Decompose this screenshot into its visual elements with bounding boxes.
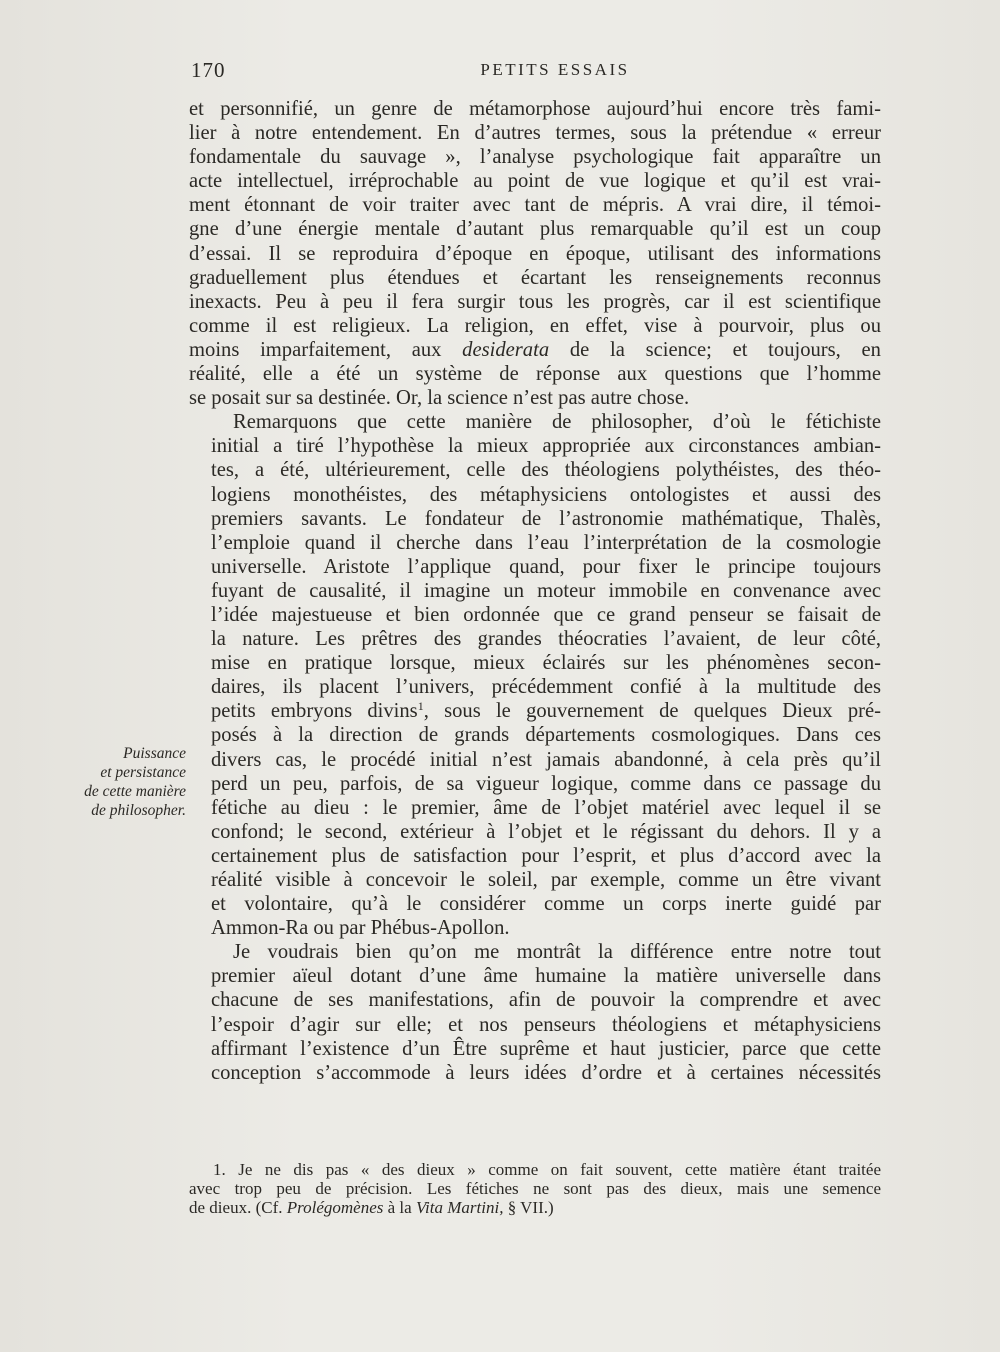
paragraph-3 — [189, 940, 881, 1085]
text-line: premier aïeul dotant d’une âme humaine la matière universelle dans — [211, 965, 881, 988]
text-line: d’essai. Il se reproduira d’époque en époque, utilisant des informations — [189, 242, 881, 265]
text-fragment: Je ne dis pas « des dieux » comme on fait souvent, cette matière étant traitée — [238, 1160, 881, 1179]
text-line: ment étonnant de voir traiter avec tant de mépris. A vrai dire, il témoi- — [189, 194, 881, 217]
text-line: daires, ils placent l’univers, précédemment confié à la multitude des — [211, 676, 881, 699]
text-line: l’emploie quand il cherche dans l’eau l’interprétation de la cosmologie — [211, 531, 881, 554]
text-line: confond; le second, extérieur à l’objet et le régissant du dehors. Il y a — [211, 820, 881, 843]
text-line: tes, a été, ultérieurement, celle des théologiens polythéistes, des théo- — [211, 459, 881, 482]
page-number: 170 — [191, 58, 226, 82]
text-line: l’espoir d’agir sur elle; et nos penseurs théologiens et métaphysiciens — [211, 1013, 881, 1036]
footnote — [189, 1160, 881, 1217]
text-line: gne d’une énergie mentale d’autant plus remarquable qu’il est un coup — [189, 218, 881, 241]
text-line: mise en pratique lorsque, mieux éclairés sur les phénomènes secon- — [211, 652, 881, 675]
text-line: divers cas, le procédé initial n’est jamais abandonné, à cela près qu’il — [211, 748, 881, 771]
footnote-line — [189, 1198, 881, 1217]
text-line: la nature. Les prêtres des grandes théocraties l’avaient, de leur côté, — [211, 628, 881, 651]
text-line: universelle. Aristote l’applique quand, pour fixer le principe toujours — [211, 555, 881, 578]
text-line: lier à notre entendement. En d’autres termes, sous la prétendue « erreur — [189, 122, 881, 145]
text-line: certainement plus de satisfaction pour l’esprit, et plus d’accord avec la — [211, 844, 881, 867]
text-line: réalité, elle a été un système de réponse aux questions que l’homme — [189, 363, 881, 386]
running-title: PETITS ESSAIS — [480, 60, 630, 79]
text-line: affirmant l’existence d’un Être suprême et haut justicier, parce que cette — [211, 1037, 881, 1060]
text-line: et personnifié, un genre de métamorphose aujourd’hui encore très fami- — [189, 98, 881, 120]
footnote-reference: 1 — [417, 699, 424, 714]
body-text — [189, 97, 881, 1085]
paragraph-1 — [189, 97, 881, 410]
text-line: posés à la direction de grands départements cosmologiques. Dans ces — [211, 724, 881, 747]
text-line: fondamentale du sauvage », l’analyse psychologique fait apparaître un — [189, 146, 881, 169]
margin-note-line: de cette manière — [84, 783, 186, 800]
text-line: se posait sur sa destinée. Or, la science n’est pas autre chose. — [189, 387, 690, 410]
margin-note-line: et persistance — [100, 764, 186, 781]
text-line: chacune de ses manifestations, afin de pouvoir la comprendre et avec — [211, 989, 881, 1012]
text-fragment: § VII.) — [503, 1198, 554, 1217]
text-line: Je voudrais bien qu’on me montrât la différence entre notre tout — [233, 941, 881, 964]
text-line: fétiche au dieu : le premier, âme de l’objet matériel avec lequel il se — [211, 796, 881, 819]
text-line — [189, 338, 881, 362]
text-line: acte intellectuel, irréprochable au point de vue logique et qu’il est vrai- — [189, 170, 881, 193]
text-line: l’idée majestueuse et bien ordonnée que ce grand penseur se faisait de — [211, 603, 881, 626]
footnote-number: 1. — [213, 1160, 226, 1179]
text-line: et volontaire, qu’à le considérer comme un corps inerte guidé par — [211, 893, 881, 916]
italic-term: desiderata — [462, 338, 550, 361]
text-fragment: moins imparfaitement, aux — [189, 338, 463, 361]
text-line: initial a tiré l’hypothèse la mieux appropriée aux circonstances ambian- — [211, 435, 881, 458]
text-line: fuyant de causalité, il imagine un moteur immobile en convenance avec — [211, 579, 881, 602]
text-line — [189, 699, 881, 723]
footnote-line — [189, 1160, 881, 1179]
text-line: conception s’accommode à leurs idées d’ordre et à certaines nécessités — [211, 1061, 881, 1084]
page-header — [189, 58, 881, 88]
text-line: inexacts. Peu à peu il fera surgir tous les progrès, car il est scientifique — [189, 290, 881, 313]
italic-title: Prolégomènes — [286, 1198, 384, 1217]
text-fragment: de dieux. (Cf. — [189, 1198, 287, 1217]
paragraph-2 — [189, 410, 881, 940]
text-line: Ammon-Ra ou par Phébus-Apollon. — [211, 917, 510, 940]
text-line: Remarquons que cette manière de philosopher, d’où le fétichiste — [233, 411, 881, 434]
footnote-line: avec trop peu de précision. Les fétiches ne sont pas des dieux, mais une semence — [189, 1179, 881, 1198]
text-line: comme il est religieux. La religion, en effet, vise à pourvoir, plus ou — [189, 314, 881, 337]
text-fragment: , sous le gouvernement de quelques Dieux pré- — [423, 700, 881, 723]
text-fragment: petits embryons divins — [211, 700, 418, 723]
margin-note-line: Puissance — [123, 745, 186, 762]
text-line: graduellement plus étendues et écartant les renseignements reconnus — [189, 266, 881, 289]
text-line: logiens monothéistes, des métaphysiciens ontologistes et aussi des — [211, 483, 881, 506]
text-fragment: à la — [383, 1198, 416, 1217]
italic-title: Vita Martini, — [415, 1198, 504, 1217]
text-fragment: de la science; et toujours, en — [549, 338, 881, 361]
text-line: réalité visible à concevoir le soleil, par exemple, comme un être vivant — [211, 869, 881, 891]
margin-note-line: de philosopher. — [91, 802, 186, 819]
text-line: premiers savants. Le fondateur de l’astronomie mathématique, Thalès, — [211, 507, 881, 530]
margin-note — [40, 744, 186, 820]
text-line: perd un peu, parfois, de sa vigueur logique, comme dans ce passage du — [211, 772, 881, 795]
